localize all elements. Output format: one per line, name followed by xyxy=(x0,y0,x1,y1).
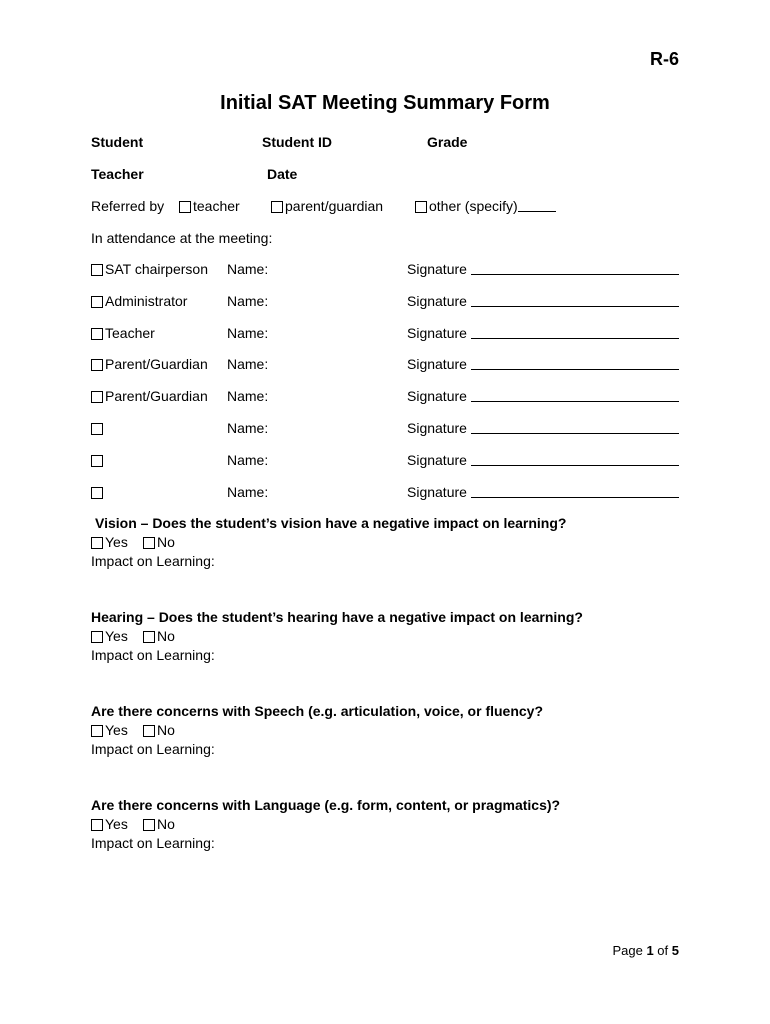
no-option[interactable] xyxy=(143,628,175,644)
signature-label: Signature xyxy=(407,388,467,404)
date-label: Date xyxy=(267,166,298,182)
option-label: Yes xyxy=(105,816,128,832)
signature-field[interactable] xyxy=(407,452,679,468)
no-option[interactable] xyxy=(143,816,175,832)
checkbox-icon[interactable] xyxy=(91,391,103,403)
teacher-label: Teacher xyxy=(91,166,144,182)
form-code: R-6 xyxy=(649,49,679,69)
referred-teacher-option[interactable] xyxy=(179,198,240,214)
role-label: Administrator xyxy=(105,293,188,309)
checkbox-icon[interactable] xyxy=(143,537,155,549)
signature-line[interactable] xyxy=(471,357,679,370)
signature-line[interactable] xyxy=(471,421,679,434)
signature-line[interactable] xyxy=(471,453,679,466)
yes-option[interactable] xyxy=(91,722,128,738)
impact-label: Impact on Learning: xyxy=(91,741,215,757)
checkbox-icon[interactable] xyxy=(271,201,283,213)
no-option[interactable] xyxy=(143,534,175,550)
name-label: Name: xyxy=(227,325,269,341)
question-heading: Hearing – Does the student’s hearing have a negative impact on learning? xyxy=(91,609,583,625)
signature-field[interactable] xyxy=(407,388,679,404)
name-label: Name: xyxy=(227,261,269,277)
yes-option[interactable] xyxy=(91,816,128,832)
signature-label: Signature xyxy=(407,484,467,500)
impact-label: Impact on Learning: xyxy=(91,553,215,569)
signature-field[interactable] xyxy=(407,420,679,436)
option-label: Yes xyxy=(105,534,128,550)
impact-label: Impact on Learning: xyxy=(91,647,215,663)
option-label: parent/guardian xyxy=(285,198,384,214)
question-heading: Vision – Does the student’s vision have a negative impact on learning? xyxy=(95,515,567,531)
student-id-label: Student ID xyxy=(262,134,332,150)
role-label: Parent/Guardian xyxy=(105,356,208,372)
name-label: Name: xyxy=(227,452,269,468)
question-heading: Are there concerns with Speech (e.g. articulation, voice, or fluency? xyxy=(91,703,544,719)
referred-parent-option[interactable] xyxy=(271,198,383,214)
question-heading: Are there concerns with Language (e.g. form, content, or pragmatics)? xyxy=(91,797,561,813)
option-label: No xyxy=(157,816,175,832)
signature-line[interactable] xyxy=(471,262,679,275)
name-label: Name: xyxy=(227,420,269,436)
option-label: No xyxy=(157,722,175,738)
signature-line[interactable] xyxy=(471,294,679,307)
yes-option[interactable] xyxy=(91,628,128,644)
option-label: No xyxy=(157,534,175,550)
page-title: Initial SAT Meeting Summary Form xyxy=(220,92,550,114)
attendee-role[interactable] xyxy=(91,420,105,436)
page-number: Page 1 of 5 xyxy=(612,943,679,958)
signature-label: Signature xyxy=(407,325,467,341)
attendance-label: In attendance at the meeting: xyxy=(91,230,273,246)
option-label: No xyxy=(157,628,175,644)
checkbox-icon[interactable] xyxy=(91,537,103,549)
role-label: SAT chairperson xyxy=(105,261,208,277)
signature-label: Signature xyxy=(407,356,467,372)
impact-label: Impact on Learning: xyxy=(91,835,215,851)
checkbox-icon[interactable] xyxy=(143,819,155,831)
signature-label: Signature xyxy=(407,452,467,468)
checkbox-icon[interactable] xyxy=(91,423,103,435)
signature-field[interactable] xyxy=(407,325,679,341)
option-label: other (specify) xyxy=(429,198,518,214)
option-label: Yes xyxy=(105,628,128,644)
attendee-role[interactable] xyxy=(91,356,208,372)
option-label: Yes xyxy=(105,722,128,738)
signature-field[interactable] xyxy=(407,293,679,309)
signature-label: Signature xyxy=(407,293,467,309)
role-label: Parent/Guardian xyxy=(105,388,208,404)
name-label: Name: xyxy=(227,293,269,309)
checkbox-icon[interactable] xyxy=(91,487,103,499)
signature-field[interactable] xyxy=(407,356,679,372)
checkbox-icon[interactable] xyxy=(179,201,191,213)
checkbox-icon[interactable] xyxy=(91,631,103,643)
signature-label: Signature xyxy=(407,420,467,436)
signature-line[interactable] xyxy=(471,389,679,402)
name-label: Name: xyxy=(227,484,269,500)
grade-label: Grade xyxy=(427,134,468,150)
checkbox-icon[interactable] xyxy=(415,201,427,213)
checkbox-icon[interactable] xyxy=(91,819,103,831)
attendee-role[interactable] xyxy=(91,452,105,468)
referred-other-option[interactable] xyxy=(415,198,556,214)
no-option[interactable] xyxy=(143,722,175,738)
signature-line[interactable] xyxy=(471,326,679,339)
attendee-role[interactable] xyxy=(91,293,187,309)
specify-line[interactable] xyxy=(518,199,556,212)
student-label: Student xyxy=(91,134,144,150)
referred-by-label: Referred by xyxy=(91,198,165,214)
checkbox-icon[interactable] xyxy=(91,264,103,276)
option-label: teacher xyxy=(193,198,240,214)
attendee-role[interactable] xyxy=(91,484,105,500)
checkbox-icon[interactable] xyxy=(91,359,103,371)
checkbox-icon[interactable] xyxy=(143,631,155,643)
checkbox-icon[interactable] xyxy=(91,328,103,340)
signature-label: Signature xyxy=(407,261,467,277)
name-label: Name: xyxy=(227,356,269,372)
checkbox-icon[interactable] xyxy=(91,725,103,737)
attendee-role[interactable] xyxy=(91,261,208,277)
attendee-role[interactable] xyxy=(91,388,208,404)
yes-option[interactable] xyxy=(91,534,128,550)
signature-field[interactable] xyxy=(407,261,679,277)
checkbox-icon[interactable] xyxy=(143,725,155,737)
signature-line[interactable] xyxy=(471,485,679,498)
checkbox-icon[interactable] xyxy=(91,455,103,467)
name-label: Name: xyxy=(227,388,269,404)
checkbox-icon[interactable] xyxy=(91,296,103,308)
signature-field[interactable] xyxy=(407,484,679,500)
attendee-role[interactable] xyxy=(91,325,155,341)
role-label: Teacher xyxy=(105,325,155,341)
